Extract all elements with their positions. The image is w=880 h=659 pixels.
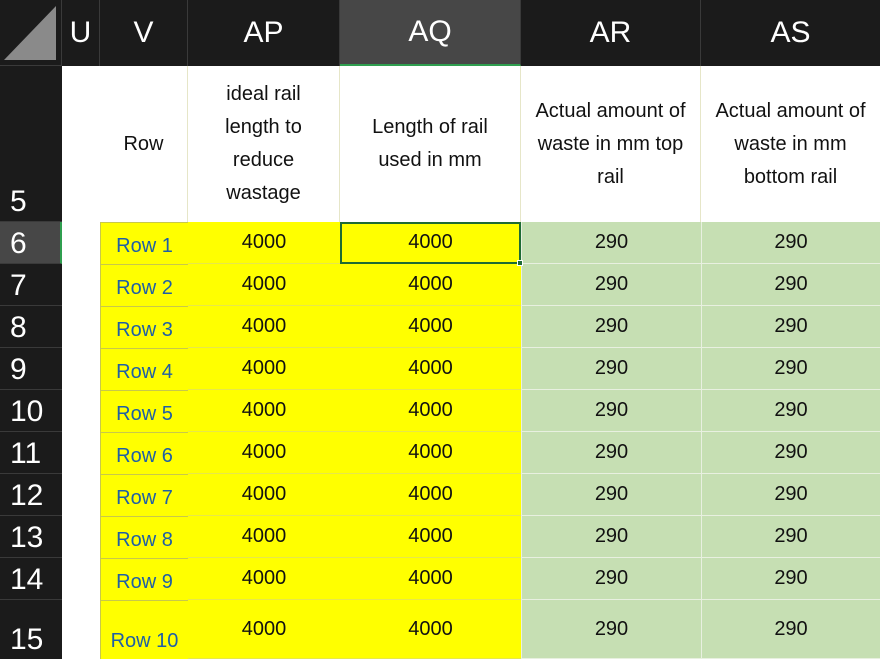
row-header-13[interactable]: 13	[0, 516, 62, 558]
cell-label-row-1[interactable]: Row 1	[100, 222, 188, 264]
cell-ap-row-1[interactable]: 4000	[188, 222, 340, 264]
cell-label-row-10[interactable]: Row 10	[100, 600, 188, 659]
column-header-ap[interactable]: AP	[188, 0, 340, 66]
cell-as-row-10[interactable]: 290	[701, 600, 880, 659]
cell-ar-row-8[interactable]: 290	[521, 516, 701, 558]
header-ap-label: ideal rail length to reduce wastage	[225, 83, 302, 204]
cell-as-row-2[interactable]: 290	[701, 264, 880, 306]
row-header-14[interactable]: 14	[0, 558, 62, 600]
cell-label-row-7[interactable]: Row 7	[100, 474, 188, 516]
header-row-label: Row	[123, 132, 164, 155]
header-as-label: Actual amount of waste in mm bottom rail	[715, 99, 866, 188]
cell-ap-row-7[interactable]: 4000	[188, 474, 340, 516]
cell-as-row-4[interactable]: 290	[701, 348, 880, 390]
column-header-ar[interactable]: AR	[521, 0, 701, 66]
fill-handle[interactable]	[517, 260, 523, 266]
cell-ap-row-10[interactable]: 4000	[188, 600, 340, 659]
cell-as-row-3[interactable]: 290	[701, 306, 880, 348]
header-cell-ideal-rail-length[interactable]	[188, 66, 340, 222]
row-header-5[interactable]: 5	[0, 66, 62, 222]
column-header-v[interactable]: V	[100, 0, 188, 66]
cell-label-row-3[interactable]: Row 3	[100, 306, 188, 348]
cell-label-row-2[interactable]: Row 2	[100, 264, 188, 306]
cell-aq-row-9[interactable]: 4000	[340, 558, 521, 600]
cell-ap-row-3[interactable]: 4000	[188, 306, 340, 348]
cell-as-row-6[interactable]: 290	[701, 432, 880, 474]
header-cell-waste-top[interactable]	[521, 66, 701, 222]
cell-ar-row-3[interactable]: 290	[521, 306, 701, 348]
row-header-11[interactable]: 11	[0, 432, 62, 474]
cell-as-row-9[interactable]: 290	[701, 558, 880, 600]
select-all-corner[interactable]	[0, 0, 62, 66]
cell-aq-row-4[interactable]: 4000	[340, 348, 521, 390]
cell-aq-row-2[interactable]: 4000	[340, 264, 521, 306]
cell-label-row-4[interactable]: Row 4	[100, 348, 188, 390]
cell-label-row-9[interactable]: Row 9	[100, 558, 188, 600]
cell-aq-row-6[interactable]: 4000	[340, 432, 521, 474]
column-header-aq[interactable]: AQ	[340, 0, 521, 66]
row-header-10[interactable]: 10	[0, 390, 62, 432]
row-header-7[interactable]: 7	[0, 264, 62, 306]
cell-ar-row-2[interactable]: 290	[521, 264, 701, 306]
cell-aq-row-8[interactable]: 4000	[340, 516, 521, 558]
cell-aq-row-7[interactable]: 4000	[340, 474, 521, 516]
column-header-u[interactable]: U	[62, 0, 100, 66]
header-cell-length-used[interactable]	[340, 66, 521, 222]
cell-ar-row-4[interactable]: 290	[521, 348, 701, 390]
cell-aq-row-5[interactable]: 4000	[340, 390, 521, 432]
column-header-as[interactable]: AS	[701, 0, 880, 66]
header-ar-label: Actual amount of waste in mm top rail	[535, 99, 686, 188]
cell-label-row-8[interactable]: Row 8	[100, 516, 188, 558]
header-aq-label: Length of rail used in mm	[372, 116, 488, 171]
cell-label-row-6[interactable]: Row 6	[100, 432, 188, 474]
cell-as-row-8[interactable]: 290	[701, 516, 880, 558]
cell-ar-row-10[interactable]: 290	[521, 600, 701, 659]
cell-ar-row-5[interactable]: 290	[521, 390, 701, 432]
cell-as-row-5[interactable]: 290	[701, 390, 880, 432]
cell-ap-row-5[interactable]: 4000	[188, 390, 340, 432]
row-header-8[interactable]: 8	[0, 306, 62, 348]
cell-ap-row-4[interactable]: 4000	[188, 348, 340, 390]
header-cell-row[interactable]	[100, 66, 188, 222]
cell-ap-row-8[interactable]: 4000	[188, 516, 340, 558]
cell-aq-row-1[interactable]: 4000	[340, 222, 521, 264]
row-header-6[interactable]: 6	[0, 222, 62, 264]
cell-ar-row-6[interactable]: 290	[521, 432, 701, 474]
row-header-15[interactable]: 15	[0, 600, 62, 659]
row-header-12[interactable]: 12	[0, 474, 62, 516]
cell-as-row-7[interactable]: 290	[701, 474, 880, 516]
select-all-triangle-icon	[0, 0, 62, 66]
cell-ar-row-1[interactable]: 290	[521, 222, 701, 264]
cell-label-row-5[interactable]: Row 5	[100, 390, 188, 432]
cell-ap-row-9[interactable]: 4000	[188, 558, 340, 600]
cell-as-row-1[interactable]: 290	[701, 222, 880, 264]
header-cell-waste-bottom[interactable]	[701, 66, 880, 222]
row-header-9[interactable]: 9	[0, 348, 62, 390]
cell-ar-row-7[interactable]: 290	[521, 474, 701, 516]
cell-aq-row-10[interactable]: 4000	[340, 600, 521, 659]
cell-ap-row-6[interactable]: 4000	[188, 432, 340, 474]
column-u-cells[interactable]	[62, 66, 100, 659]
cell-aq-row-3[interactable]: 4000	[340, 306, 521, 348]
cell-ap-row-2[interactable]: 4000	[188, 264, 340, 306]
cell-ar-row-9[interactable]: 290	[521, 558, 701, 600]
